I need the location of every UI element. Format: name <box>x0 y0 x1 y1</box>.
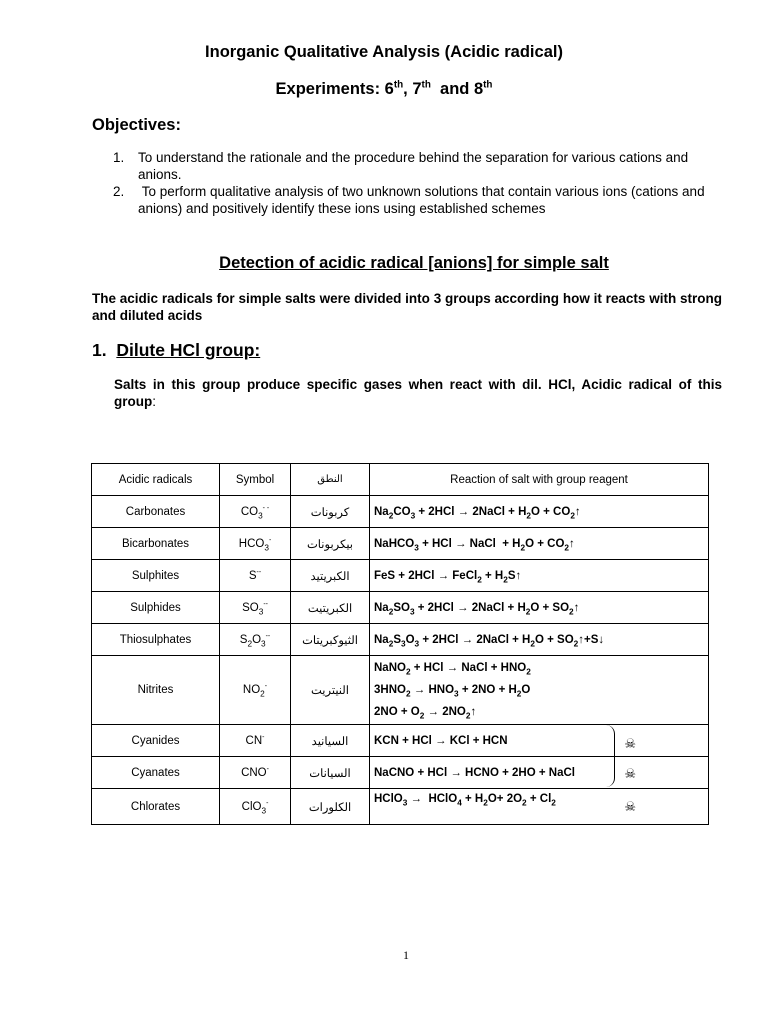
objective-item <box>113 150 713 183</box>
radical-arabic: بيكربونات <box>291 528 370 560</box>
table-row <box>92 560 709 592</box>
radical-name: Chlorates <box>92 789 220 825</box>
experiments-sup-3: th <box>483 79 493 91</box>
radical-name: Thiosulphates <box>92 624 220 656</box>
header-acidic-radicals: Acidic radicals <box>92 464 220 496</box>
experiments-sup-2: th <box>421 79 431 91</box>
group-label: Dilute HCl group: <box>116 340 261 360</box>
reaction-line: NaNO$_2$ + HCl → NaCl + $HNO_2$ <box>374 662 531 677</box>
section-heading: Detection of acidic radical [anions] for simple salt <box>219 254 609 272</box>
objective-text: To perform qualitative analysis of two unknown solutions that contain various ions (cations and anions) and positively identify these ions using established schemes <box>138 184 709 216</box>
radical-reaction: $Na_2SO_3 + 2HCl$ → 2NaCl + $H_2O$ + $SO_2↑$ <box>370 592 709 624</box>
radical-arabic: النيتريت <box>291 656 370 725</box>
radical-symbol: $NO_2^-$ <box>220 656 291 725</box>
skull-icon: ☠ <box>624 799 636 814</box>
page-number: 1 <box>403 948 409 962</box>
table-row <box>92 624 709 656</box>
objectives-heading: Objectives: <box>92 116 181 134</box>
radical-symbol: CNO- <box>220 757 291 789</box>
radical-symbol: $CO_3^{- -}$ <box>220 496 291 528</box>
radical-symbol: $S_2O_3^{--}$ <box>220 624 291 656</box>
radical-name: Nitrites <box>92 656 220 725</box>
table-row <box>92 528 709 560</box>
radical-name: Sulphites <box>92 560 220 592</box>
experiments-heading <box>0 80 768 99</box>
acidic-radicals-table <box>91 463 709 825</box>
reaction-line: $2NO + O_2$ → $2NO_2↑$ <box>374 706 477 721</box>
objective-item <box>113 184 713 217</box>
radical-arabic: السيانات <box>291 757 370 789</box>
radical-arabic: السيانيد <box>291 725 370 757</box>
group-heading <box>92 340 260 361</box>
table-row <box>92 757 709 789</box>
group-paragraph-colon: : <box>152 394 157 409</box>
radical-arabic: الكبريتيد <box>291 560 370 592</box>
group-paragraph-text: Salts in this group produce specific gases when react with dil. HCl, Acidic radical of this group <box>114 377 722 409</box>
experiments-sup-1: th <box>393 79 404 91</box>
radical-reaction: $Na_2CO_3 + 2HCl$ → 2NaCl + $H_2O$ + $CO_2↑$ <box>370 496 709 528</box>
table-row <box>92 789 709 825</box>
radical-name: Carbonates <box>92 496 220 528</box>
header-reaction: Reaction of salt with group reagent <box>370 464 709 496</box>
radical-reaction: FeS + 2HCl → FeCl$_2$ + $H_2S↑$ <box>370 560 709 592</box>
group-number: 1. <box>92 340 107 360</box>
objectives-list <box>113 150 713 218</box>
table-row <box>92 656 709 725</box>
table-row <box>92 725 709 757</box>
radical-symbol: ClO$_3$- <box>220 789 291 825</box>
reaction-line: $3HNO_2 \to HNO_3 + 2NO + H_2O$ <box>374 684 531 699</box>
objective-number: 1. <box>113 150 125 165</box>
radical-arabic: الكبريتيت <box>291 592 370 624</box>
radical-symbol: S-- <box>220 560 291 592</box>
intro-paragraph: The acidic radicals for simple salts were divided into 3 groups according how it reacts with strong and diluted acids <box>92 291 722 323</box>
radical-reaction: NaHCO$_3$ + HCl → NaCl + $H_2O$ + $CO_2↑$ <box>370 528 709 560</box>
radical-symbol: CN- <box>220 725 291 757</box>
brace-bracket <box>606 725 615 787</box>
objective-text: To understand the rationale and the procedure behind the separation for various cations and anions. <box>138 150 689 182</box>
experiments-sep-1: , 7 <box>403 80 422 98</box>
page-title: Inorganic Qualitative Analysis (Acidic radical) <box>205 43 563 61</box>
objective-number: 2. <box>113 184 125 199</box>
radical-arabic: الثيوكبريتات <box>291 624 370 656</box>
skull-icon: ☠ <box>624 766 636 781</box>
table-row <box>92 592 709 624</box>
table-row <box>92 496 709 528</box>
radical-arabic: كربونات <box>291 496 370 528</box>
header-pronunciation: النطق <box>291 464 370 496</box>
radical-arabic: الكلورات <box>291 789 370 825</box>
radical-symbol: $HCO_3^-$ <box>220 528 291 560</box>
radical-symbol: $SO_3^{--}$ <box>220 592 291 624</box>
radical-name: Cyanides <box>92 725 220 757</box>
radical-name: Cyanates <box>92 757 220 789</box>
header-symbol: Symbol <box>220 464 291 496</box>
group-paragraph <box>114 376 722 410</box>
radical-name: Bicarbonates <box>92 528 220 560</box>
radical-reaction: HClO$_3$ → HClO$_4$ + $H_2O+ 2O_2 + Cl_2$ ☠ <box>370 789 709 825</box>
table-header-row <box>92 464 709 496</box>
experiments-prefix: Experiments: 6 <box>275 80 394 98</box>
radical-reaction: $Na_2S_3O_3 + 2HCl$ → 2NaCl + $H_2O$ + $SO_2↑+S↓$ <box>370 624 709 656</box>
radical-reaction: KCN + HCl → KCl + HCN ☠ <box>370 725 709 757</box>
radical-reaction <box>370 656 709 725</box>
radical-name: Sulphides <box>92 592 220 624</box>
radical-reaction: NaCNO + HCl → HCNO + 2HO + NaCl ☠ <box>370 757 709 789</box>
skull-icon: ☠ <box>624 736 636 751</box>
experiments-sep-2: and 8 <box>430 80 484 98</box>
